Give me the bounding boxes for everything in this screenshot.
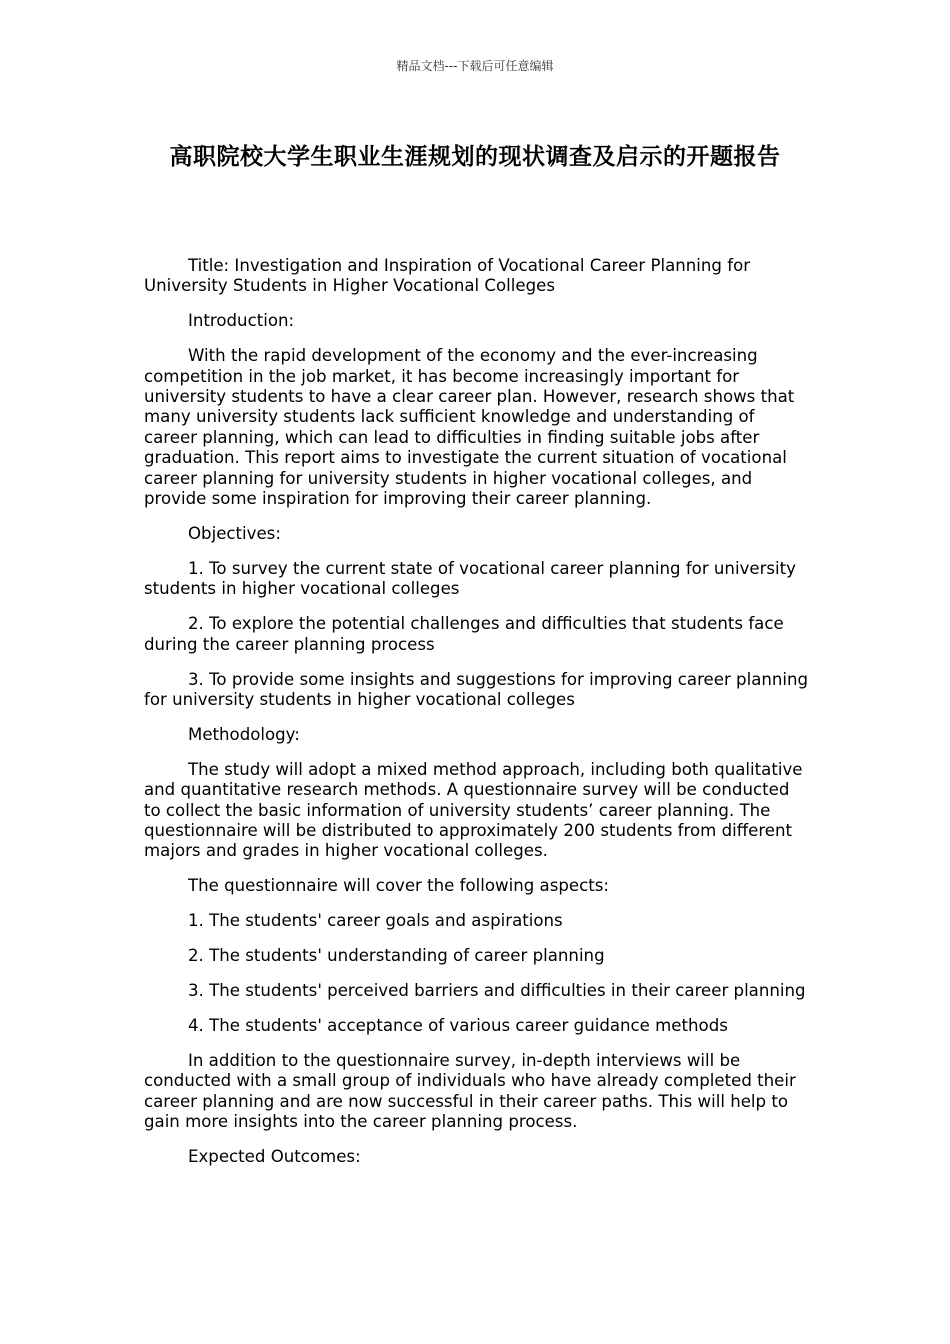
questionnaire-aspect-item: 2. The students' understanding of career planning (188, 946, 605, 966)
objective-item: 1. To survey the current state of vocational career planning for university students in higher vocational colleges (144, 558, 796, 599)
objective-item: 2. To explore the potential challenges and difficulties that students face during the career planning process (144, 614, 784, 654)
questionnaire-aspect-item: 3. The students' perceived barriers and difficulties in their career planning (188, 980, 806, 1000)
paragraph-interviews: In addition to the questionnaire survey, in-depth interviews will be conducted with a small group of individuals who have already completed their career planning and are now successful in their career paths. This will help to gain more insights into the career planning process. (144, 1050, 796, 1131)
heading-introduction: Introduction: (188, 311, 295, 331)
header-note: 精品文档---下载后可任意编辑 (396, 59, 554, 73)
paragraph-title-line: Title: Investigation and Inspiration of Vocational Career Planning for University Students in Higher Vocational Colleges (144, 256, 751, 296)
paragraph-questionnaire-intro: The questionnaire will cover the following aspects: (188, 876, 609, 896)
questionnaire-aspect-item: 4. The students' acceptance of various career guidance methods (188, 1015, 728, 1035)
paragraph-introduction: With the rapid development of the economy and the ever-increasing competition in the job market, it has become increasingly important for university students to have a clear career plan. However, research shows that many university students lack sufficient knowledge and understanding of career planning, which can lead to difficulties in finding suitable jobs after graduation. This report aims to investigate the current situation of vocational career planning for university students in higher vocational colleges, and provide some inspiration for improving their career planning. (144, 346, 795, 509)
heading-expected-outcomes: Expected Outcomes: (188, 1146, 361, 1166)
document-title: 高职院校大学生职业生涯规划的现状调查及启示的开题报告 (169, 144, 781, 170)
heading-objectives: Objectives: (188, 523, 281, 543)
heading-methodology: Methodology: (188, 724, 300, 744)
document-body (144, 256, 810, 1182)
questionnaire-aspect-item: 1. The students' career goals and aspirations (188, 911, 563, 931)
paragraph-methodology: The study will adopt a mixed method approach, including both qualitative and quantitative research methods. A questionnaire survey will be conducted to collect the basic information of university students’ career planning. The questionnaire will be distributed to approximately 200 students from different majors and grades in higher vocational colleges. (144, 759, 803, 861)
objective-item: 3. To provide some insights and suggestions for improving career planning for university students in higher vocational colleges (144, 669, 809, 709)
